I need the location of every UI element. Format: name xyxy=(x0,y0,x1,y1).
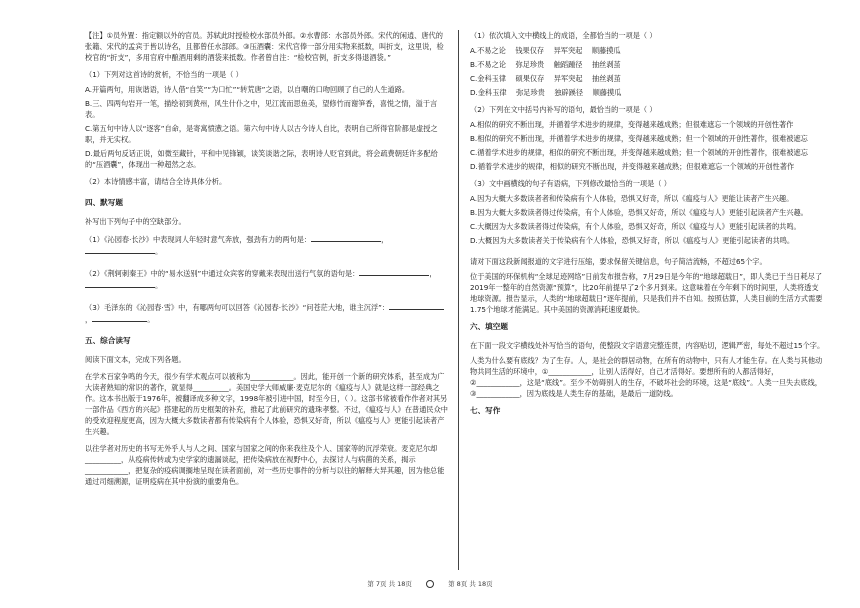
right-question-2-option-d: D.循着学术进步的规律，相似的研究不断出现，并变得越来越成熟；但很难遮忘一个领域的开创性著作 xyxy=(470,162,795,171)
idiom-option-row: B.不易之论 弥足珍贵 触蹈踵径 抽丝剥茧 xyxy=(470,60,621,69)
right-question-2-option-b: B.相似的研究不断出现，并循着学术进步的规律，变得越来越成熟；但一个领域的开创性著作，很难被遮忘 xyxy=(470,134,808,143)
idiom-option-row: D.金科玉律 弥足珍贵 独辟蹊径 顺藤摸瓜 xyxy=(470,88,622,97)
poem-annotation: 【注】①员外置：指定额以外的官员。苏轼此时授检校水部员外郎。②水曹郎：水部员外郎。宋代的闲逍、唐代的张籍、宋代的孟宾于皆以诗名，且都曾任水部郎。③压酒囊：宋代官俸一部分用实物来抵数，叫折支，这里说，检校官的“折支”，多用官府中酿酒用剩的酒袋来抵数。作者曾自注：“检校官例，折支多得退酒袋。” xyxy=(85,31,444,62)
answer-blank[interactable] xyxy=(389,301,444,310)
compression-task-stem: 请对下面这段新闻报道的文字进行压缩，要求保留关键信息，句子简洁流畅，不超过65个字。 xyxy=(470,257,767,266)
right-question-3-option-d: D.大概因为大多数读者关于传染病有个人体验，恐惧又好奇，所以《瘟疫与人》更能引起读者的共鸣。 xyxy=(470,236,795,245)
right-question-2-stem: （2）下列在文中括号内补写的语句，最恰当的一项是（ ） xyxy=(470,105,657,114)
question-1-option-b: B.三、四两句岩开一笔，描绘初到黄州，风生什仆之中，见江流而思鱼美，望修竹而谢笋香，喜悦之情，溢于言表。 xyxy=(85,99,438,119)
section-6-intro: 在下面一段文字横线处补写恰当的语句，使整段文字语意完整连贯，内容贴切，逻辑严密，每处不超过15个字。 xyxy=(470,341,825,350)
right-question-2-option-c: C.循着学术进步的规律，相似的研究不断出现，并变得越来越成熟；但一个领域的开创性著作，很难被遮忘 xyxy=(470,148,808,157)
recitation-q3: （3）毛泽东的《沁园春·雪》中，有哪两句可以回答《沁园春·长沙》“问苍茫大地，谁主沉浮”：， 。 xyxy=(85,301,450,325)
idiom-option-row: C.金科玉律 硕果仅存 异军突起 抽丝剥茧 xyxy=(470,74,621,83)
compression-task-text: 位于美国的环保机构“全球足迹网络”日前发布报告称，7月29日是今年的“地球超载日”，即人类已于当日耗尽了2019年一整年的自然资源“预算”，比20年前提早了2个多月到来。这意味着在今年剩下的时间里，人类将透支地球资源。报告显示，人类的“地球超载日”逐年提前，只是我们并不自知。按照估算，人类目前的生活方式需要1.75个地球才能满足。其中美国的资源消耗速度最快。 xyxy=(470,272,823,314)
section-7-title: 七、写作 xyxy=(470,406,501,415)
right-question-1-stem: （1）依次填入文中横线上的成语，全都恰当的一项是（ ） xyxy=(470,31,657,40)
page-divider xyxy=(458,30,459,570)
question-1-option-c: C.第五句中诗人以“逐客”自命，是寄寓愤懑之语。第六句中诗人以古今诗人自比，表明自己所得官阶都是虚授之职，并无实权。 xyxy=(85,124,438,144)
right-page xyxy=(470,30,825,424)
idiom-option-row: A.不易之论 钱果仅存 异军突起 顺藤摸瓜 xyxy=(470,46,621,55)
left-page xyxy=(85,30,450,487)
page-number-right: 第 8页 共 18页 xyxy=(448,580,493,588)
question-2-stem: （2）本诗情感丰富，请结合全诗具体分析。 xyxy=(85,177,227,186)
answer-blank[interactable] xyxy=(85,279,155,288)
question-1-option-d: D.最后两句反话正说，如微至藏针，平和中见锋颖，谈笑谈谐之际，表明诗人贬官到此，将会疏费朝廷许多配给的“压酒囊”，体现出一种超然之态。 xyxy=(85,149,438,169)
answer-blank[interactable] xyxy=(85,245,155,254)
right-question-3-option-b: B.因为大概大多数读者得过传染病，有个人体验，恐惧又好奇，所以《瘟疫与人》更能引起读者产生兴趣。 xyxy=(470,208,808,217)
right-question-3-option-a: A.因为大概大多数读者者和传染病有个人体验，恐惧又好奇，所以《瘟疫与人》更能让读者产生兴趣。 xyxy=(470,194,794,203)
idiom-options-table xyxy=(470,45,825,98)
page-footer xyxy=(0,579,860,588)
recitation-q2: （2）《荆轲刺秦王》中的“易水送别”中通过众宾客的穿戴来表现出送行气氛的语句是： ，。 xyxy=(85,269,437,290)
section-5-title: 五、综合读写 xyxy=(85,336,131,345)
recitation-q1: （1）《沁园春·长沙》中表现词人年轻时意气奔放，强劲有力的两句是： ，。 xyxy=(85,235,389,256)
reading-passage-1: 在学术百家争鸣的今天，很少有学术观点可以被称为____________。因此，能开创一个新的研究体系，甚至成为广大读者熟知的常识的著作，就显得__________。美国史学大师威廉·麦克尼尔的《瘟疫与人》就是这样一部经典之作。这本书出版于1976年，被翻译成多种文字，1998年被引进中国，时至今日，（ ）。这部书常被看作作者对其另一部作品《西方的兴起》搭建起的历史框架的补充，推起了此前研究的遗珠孝整。不过，《瘟疫与人》在普通民众中的受欢迎程度更高，因为大概大多数读者都有传染病有个人体验，恐惧又好奇，所以《瘟疫与人》更能引起读者产生兴趣。 xyxy=(85,372,448,436)
section-4-intro: 补写出下列句子中的空缺部分。 xyxy=(85,217,186,226)
page-number-left: 第 7页 共 18页 xyxy=(367,580,412,588)
right-question-3-stem: （3）文中画横线的句子有语病，下列修改最恰当的一项是（ ） xyxy=(470,179,671,188)
answer-blank[interactable] xyxy=(359,267,429,276)
question-1-stem: （1）下列对这首诗的赏析，不恰当的一项是（ ） xyxy=(85,70,243,79)
right-question-2-option-a: A.相似的研究不断出现，并循着学术进步的规律，变得越来越成熟；但很难遮忘一个领域的开创性著作 xyxy=(470,120,794,129)
answer-blank[interactable] xyxy=(92,313,147,322)
question-1-option-a: A.开篇两句，用诙谐语，诗人借“自笑”“为口忙”“转荒唐”之语，以自嘲的口吻回顾了自己的人生道路。 xyxy=(85,85,410,94)
binding-hole-icon xyxy=(426,580,434,588)
reading-passage-2: 以往学者对历史的书写无外乎人与人之间、国家与国家之间的你来我往及个人、国家等的沉浮荣衰。麦克尼尔却__________，从疫病传转或为史学家的遗漏谈起，把传染病放在视野中心，去探讨人与病菌的关系，揭示____________，把复杂的疫病调搁地呈现在读者面前，对一些历史事件的分析与以往的解释大异其趣，因为他总能通过司细溯源，证明疫病在其中扮演的重要角色。 xyxy=(85,444,445,486)
right-question-3-option-c: C.大概因为大多数读者得过传染病，有个人体验，恐惧又好奇，所以《瘟疫与人》更能引起读者的共鸣。 xyxy=(470,222,801,231)
answer-blank[interactable] xyxy=(311,233,381,242)
section-6-text: 人类为什么要有底线？为了生存。人，是社会的群居动物，在所有的动物中，只有人才能生存。在人类与其他动物共同生活的环境中，①____________，让别人活得好，自己才活得好。要想所有的人都活得好，②____________，这是“底线”。至少不妨碍别人的生存，不破坏社会的环境，这是“底线”。人类一旦失去底线，③____________，因为底线是人类生存的基础，是最后一道防线。 xyxy=(470,356,823,398)
section-5-intro: 阅读下面文本，完成下列各题。 xyxy=(85,355,186,364)
section-4-title: 四、默写题 xyxy=(85,198,123,207)
section-6-title: 六、填空题 xyxy=(470,322,508,331)
